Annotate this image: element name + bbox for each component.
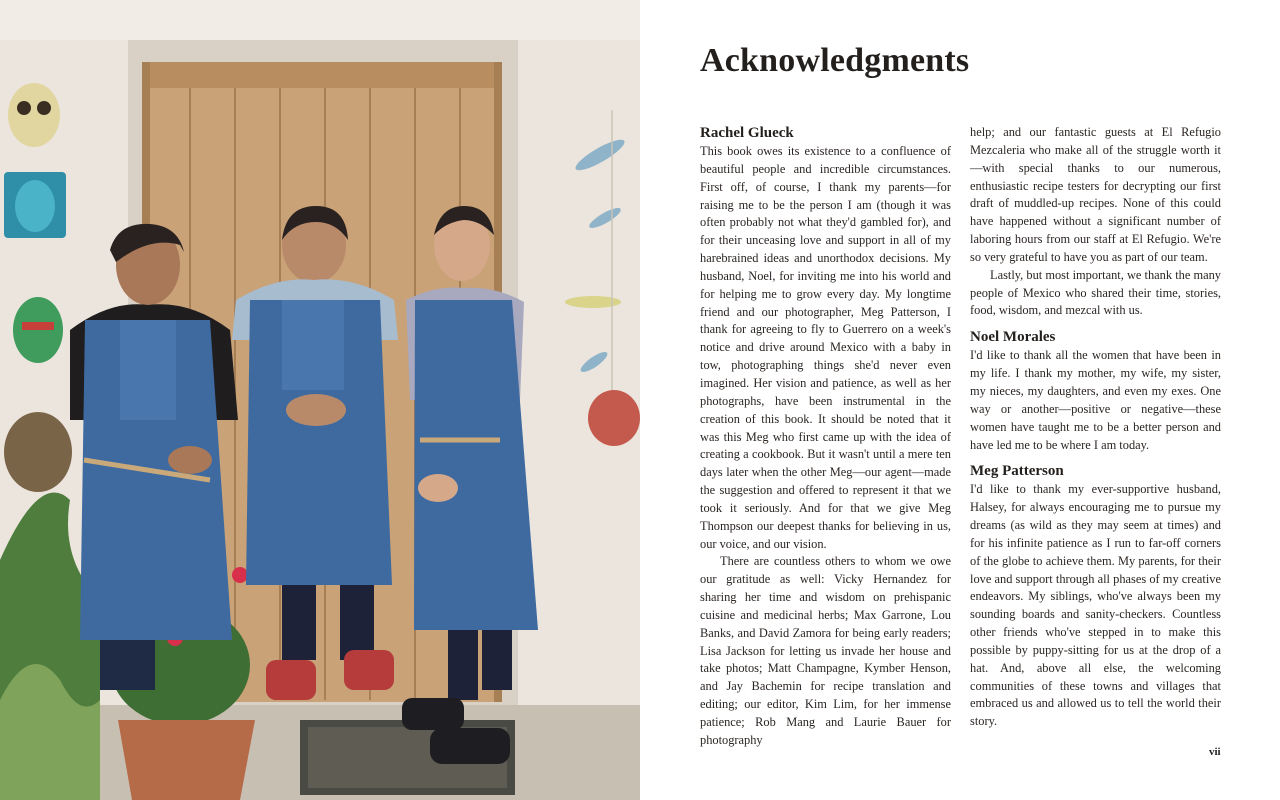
text-column-right	[970, 124, 1221, 731]
paragraph: There are countless others to whom we owe our gratitude as well: Vicky Hernandez for sharing her time and wisdom on prehispanic cuisine and medicinal herbs; Max Garrone, Lou Banks, and David Zamora for being early readers; Lisa Jackson for letting us invade her house and take photos; Matt Champagne, Kymber Henson, and Jay Bachemin for recipe translation and editing; our editor, Kim Lim, for her immense patience; Rob Mang and Laurie Bauer for photography	[700, 554, 951, 747]
paragraph: This book owes its existence to a confluence of beautiful people and incredible circumstances. First off, of course, I thank my parents—for raising me to be the person I am (though it was often probably not what they'd gambled for), and for their unceasing love and support in all of my harebrained ideas and unorthodox decisions. My husband, Noel, for inviting me into his world and for helping me to grow every day. My longtime friend and our photographer, Meg Patterson, I thank for agreeing to fly to Guerrero on a week's notice and drive around Mexico with a baby in tow, photographing things she'd never even imagined. Her vision and patience, as well as her photographs, have been instrumental in the creation of this book. It should be noted that it was this Meg who first came up with the idea of creating a cookbook. But it wasn't until a mere ten days later when the other Meg—our agent—made the suggestion and offered to represent it that we took it seriously. And for that we give Meg Thompson our deepest thanks for believing in us, our voice, and our vision.	[700, 144, 951, 551]
page-number: vii	[1209, 746, 1221, 758]
page-title: Acknowledgments	[700, 42, 970, 79]
paragraph: help; and our fantastic guests at El Refugio Mezcaleria who make all of the struggle worth it—with special thanks to our numerous, enthusiastic recipe testers for decrypting our first draft of muddled-up recipes. None of this could have happened without a significant number of laboring hours from our staff at El Refugio. We're so very grateful to have you as part of our team.	[970, 125, 1221, 264]
paragraph: I'd like to thank my ever-supportive husband, Halsey, for always encouraging me to pursue my dreams (as wild as they may seem at times) and for his infinite patience as I run to far-off corners of the globe to achieve them. My parents, for their love and support through all phases of my creative endeavors. My siblings, who've always been my sounding boards and sanity-checkers. Countless other friends who've stepped in to make this possible by puppy-sitting for us at the drop of a hat. And, above all else, the welcoming communities of these towns and villages that embraced us and allowed us to tell the world their story.	[970, 482, 1221, 729]
text-column-left	[700, 124, 951, 750]
section-heading-noel-morales: Noel Morales	[970, 329, 1056, 346]
acknowledgments-page	[640, 0, 1280, 800]
paragraph: I'd like to thank all the women that have been in my life. I thank my mother, my wife, my sister, my nieces, my daughters, and even my exes. One way or another—positive or negative—these women have taught me to be a better person and have led me to be where I am today.	[970, 348, 1221, 452]
paragraph: Lastly, but most important, we thank the many people of Mexico who shared their time, stories, food, wisdom, and mezcal with us.	[970, 267, 1221, 318]
section-heading-meg-patterson: Meg Patterson	[970, 463, 1064, 480]
section-heading-rachel-glueck: Rachel Glueck	[700, 125, 794, 141]
